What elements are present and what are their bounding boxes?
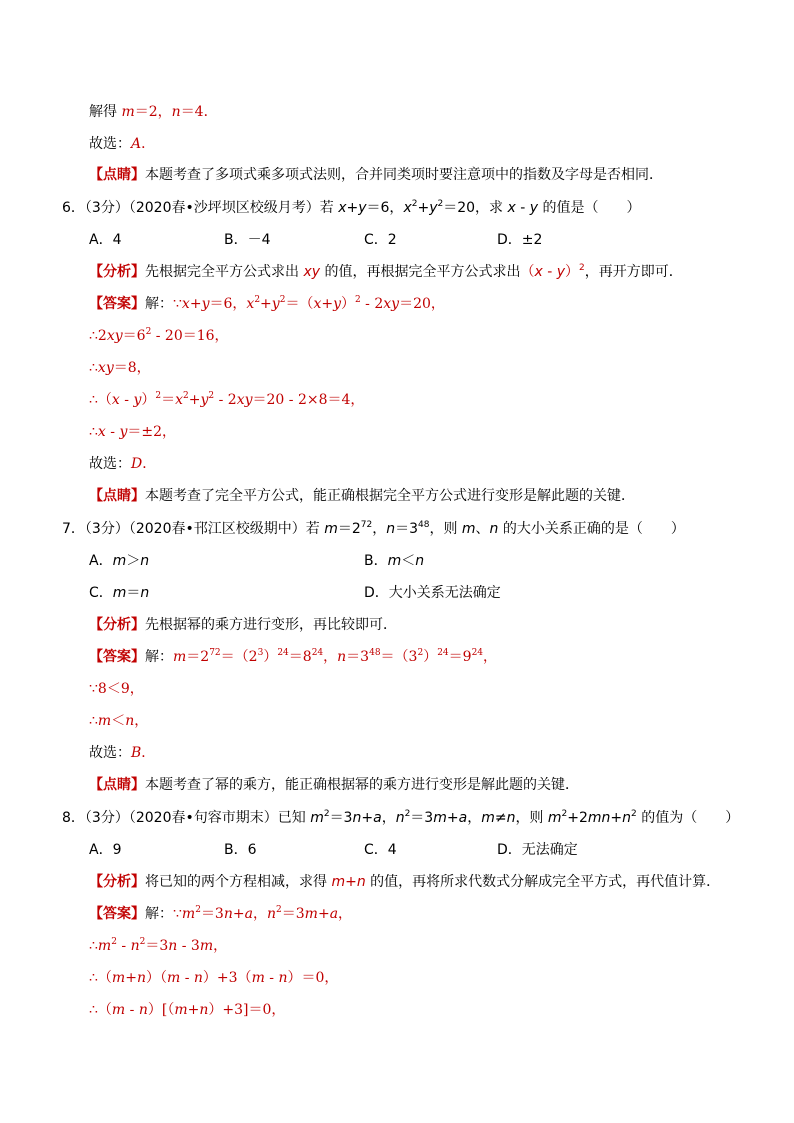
option-a: A．9 [89,842,122,858]
question-number: 6． [62,200,85,216]
option-d: D．无法确定 [497,842,578,858]
note-line [89,166,663,184]
option-c: C．4 [364,842,397,858]
option-a: A．4 [89,232,122,248]
choice-line: 故选：D． [89,456,157,472]
analysis-line: 【分析】先根据完全平方公式求出 xy 的值，再根据完全平方公式求出（x - y）$^2$，再开方即可． [89,263,683,280]
answer-line: ∴xy＝8， [89,360,151,376]
answer-line: ∴m＜n， [89,713,149,729]
note-line: 【点睛】本题考查了幂的乘方，能正确根据幂的乘方进行变形是解此题的关键． [89,777,579,793]
answer-line: ∴（m+n）（m - n）+3（m - n）＝0， [89,970,339,986]
note-text: 本题考查了多项式乘多项式法则，合并同类项时要注意项中的指数及字母是否相同． [145,167,663,183]
answer-line: $\therefore m^2 - n^2=3n - 3m$， [89,937,228,954]
note-line: 【点睛】本题考查了完全平方公式，能正确根据完全平方公式进行变形是解此题的关键． [89,488,635,504]
choice-line: 故选：B． [89,745,156,761]
question-7-stem: 7．（3分）（2020春•邗江区校级期中）若 $m=2^{72}$，$n=3^{48}$，则 m、n 的大小关系正确的是（ ） [62,520,685,537]
option-c: C．m＝n [89,585,150,601]
option-d: D．±2 [497,232,543,248]
answer-line: ∴（m - n）[（m+n）+3]＝0， [89,1002,286,1018]
question-score: （3分） [84,200,129,216]
option-b: B．－4 [224,232,271,248]
answer-line: ∵8＜9， [89,681,144,697]
question-source: （2020春•沙坪坝区校级月考） [128,200,320,216]
option-b: B．6 [224,842,257,858]
option-a: A．m＞n [89,553,150,569]
answer-line: 【答案】解：$m=2^{72}=(2^3)^{24}=8^{24}$，$n=3^{48}=(3^2)^{24}=9^{24}$， [89,648,498,665]
solution-line: 解得 m＝2，n＝4． [89,104,218,120]
note-tag: 【点睛】 [89,167,145,183]
option-d: D．大小关系无法确定 [364,585,501,601]
answer-line: $\therefore 2xy=6^2 - 20=16$， [89,327,229,344]
answer-line: ∴（x - $y)^2=x^2+y^2 - 2xy=20 - 2\times 8=4$， [89,391,365,408]
answer-line: ∴x - y＝±2， [89,424,177,440]
question-6-stem: 6．（3分）（2020春•沙坪坝区校级月考）若 x+y＝6，$x^2+y^2=20$，求 x - y 的值是（ ） [62,199,641,216]
answer-line: 【答案】解：$\because m^2=3n+a$，$n^2=3m+a$， [89,905,353,922]
choice-line: 故选：A． [89,136,156,152]
option-c: C．2 [364,232,397,248]
analysis-line: 【分析】先根据幂的乘方进行变形，再比较即可． [89,617,397,633]
analysis-line: 【分析】将已知的两个方程相减，求得 m+n 的值，再将所求代数式分解成完全平方式，再代值计算． [89,874,721,890]
option-b: B．m＜n [364,553,425,569]
answer-line: 【答案】解：∵x+y＝6，$x^2+y^2=(x+y)^2 - 2xy=20$， [89,295,445,312]
question-8-stem: 8．（3分）（2020春•句容市期末）已知 $m^2=3n+a$，$n^2=3m+a$，m≠n，则 $m^2+2mn+n^2$ 的值为（ ） [62,809,740,826]
